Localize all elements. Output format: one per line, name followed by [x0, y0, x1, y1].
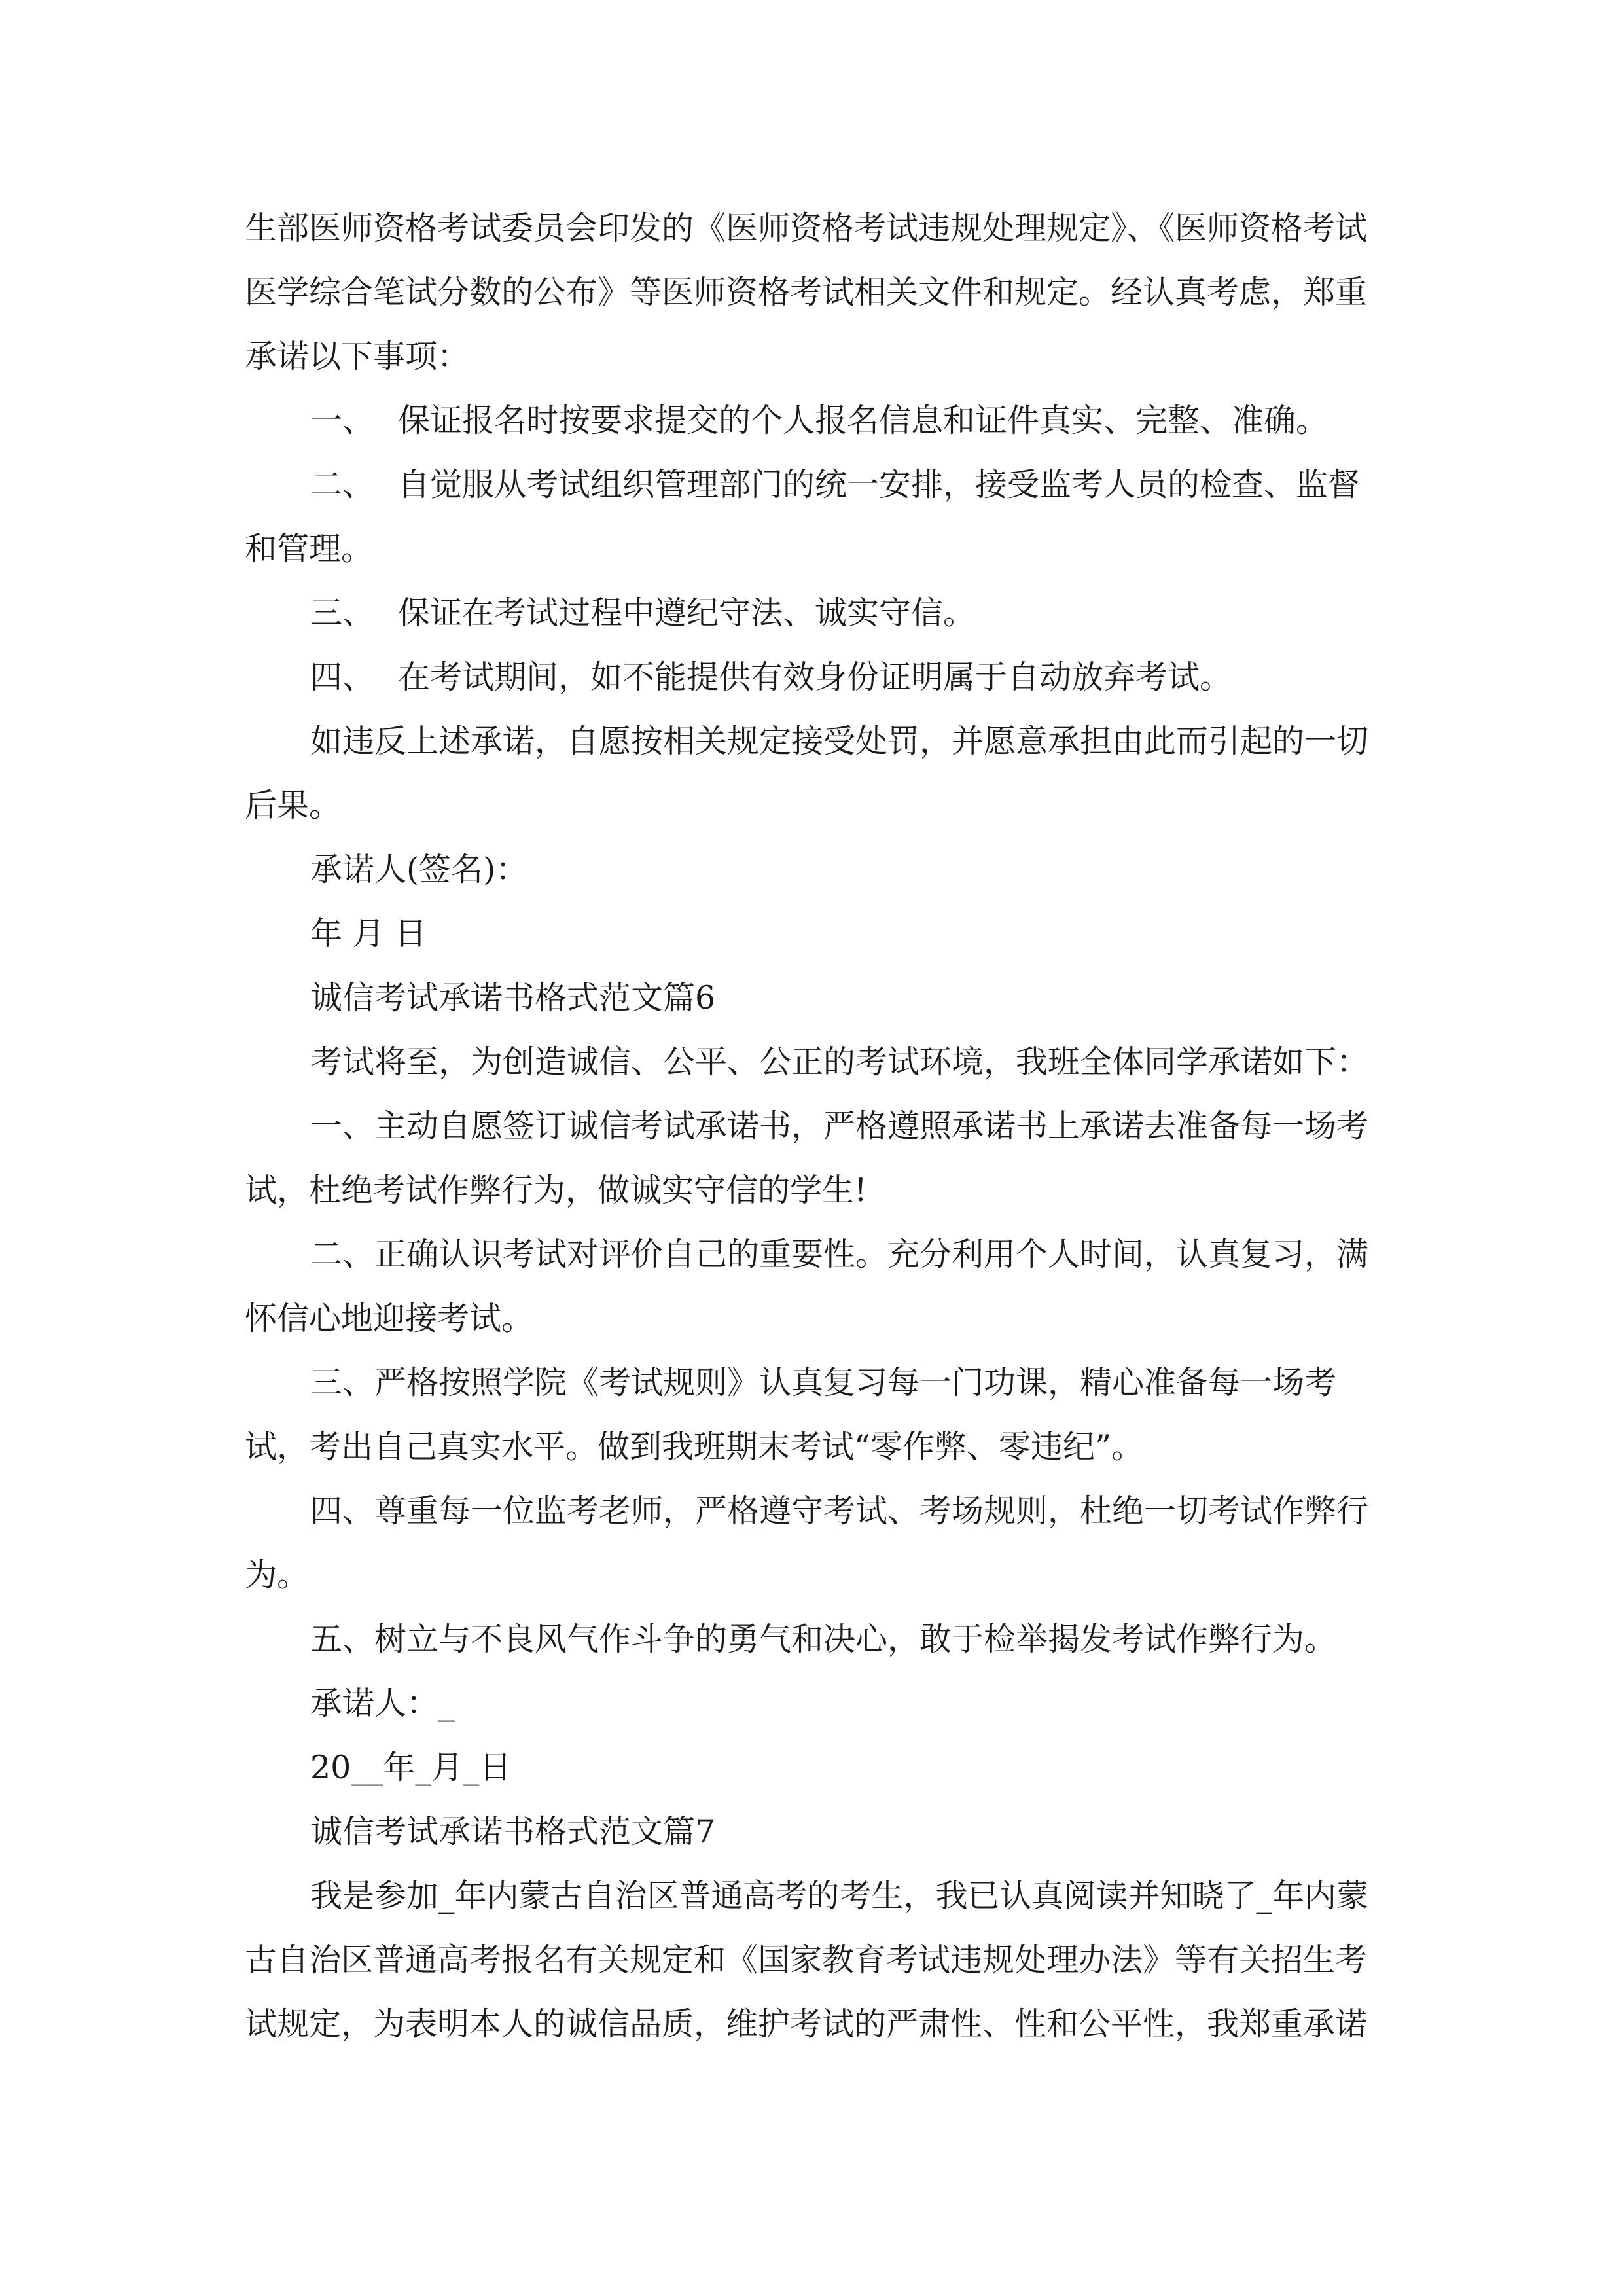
signer-line-6: 承诺人：_	[310, 1685, 455, 1722]
date-line: 年 月 日	[310, 915, 427, 952]
item-6-4: 四、尊重每一位监考老师，严格遵守考试、考场规则，杜绝一切考试作弊行为。	[245, 1492, 1369, 1594]
section-title-7: 诚信考试承诺书格式范文篇7	[310, 1813, 716, 1850]
item-5-3	[245, 581, 1381, 645]
section-title-6: 诚信考试承诺书格式范文篇6	[310, 979, 716, 1016]
item-text: 保证报名时按要求提交的个人报名信息和证件真实、完整、准确。	[398, 402, 1329, 439]
item-5-1	[245, 389, 1381, 453]
item-number: 三、	[310, 594, 375, 632]
item-6-2: 二、正确认识考试对评价自己的重要性。充分利用个人时间，认真复习，满怀信心地迎接考试。	[245, 1236, 1369, 1337]
intro-paragraph-6: 考试将至，为创造诚信、公平、公正的考试环境，我班全体同学承诺如下：	[310, 1043, 1369, 1081]
item-6-5: 五、树立与不良风气作斗争的勇气和决心，敢于检举揭发考试作弊行为。	[310, 1621, 1337, 1658]
item-6-3: 三、严格按照学院《考试规则》认真复习每一门功课，精心准备每一场考试，考出自己真实水平。做到我班期末考试“零作弊、零违纪”。	[245, 1364, 1337, 1465]
item-5-4	[245, 645, 1381, 709]
intro-paragraph: 生部医师资格考试委员会印发的《医师资格考试违规处理规定》、《医师资格考试医学综合笔试分数的公布》等医师资格考试相关文件和规定。经认真考虑，郑重承诺以下事项：	[245, 209, 1368, 375]
item-text: 在考试期间，如不能提供有效身份证明属于自动放弃考试。	[398, 658, 1232, 696]
closing-paragraph: 如违反上述承诺，自愿按相关规定接受处罚，并愿意承担由此而引起的一切后果。	[245, 723, 1369, 824]
item-number: 一、	[310, 402, 375, 439]
item-number: 四、	[310, 658, 375, 696]
item-6-1: 一、主动自愿签订诚信考试承诺书，严格遵照承诺书上承诺去准备每一场考试，杜绝考试作弊行为，做诚实守信的学生!	[245, 1107, 1369, 1209]
item-text: 自觉服从考试组织管理部门的统一安排，接受监考人员的检查、监督和管理。	[245, 466, 1361, 567]
document-body	[245, 196, 1381, 2056]
body-paragraph-7: 我是参加_年内蒙古自治区普通高考的考生，我已认真阅读并知晓了_年内蒙古自治区普通高考报名有关规定和《国家教育考试违规处理办法》等有关招生考试规定，为表明本人的诚信品质，维护考试的严肃性、性和公平性，我郑重承诺	[245, 1877, 1369, 2043]
item-text: 保证在考试过程中遵纪守法、诚实守信。	[398, 594, 976, 632]
item-number: 二、	[310, 466, 375, 503]
signer-line: 承诺人(签名)：	[310, 851, 528, 888]
date-line-6: 20__年_月_日	[310, 1749, 512, 1786]
item-5-2	[245, 453, 1381, 581]
